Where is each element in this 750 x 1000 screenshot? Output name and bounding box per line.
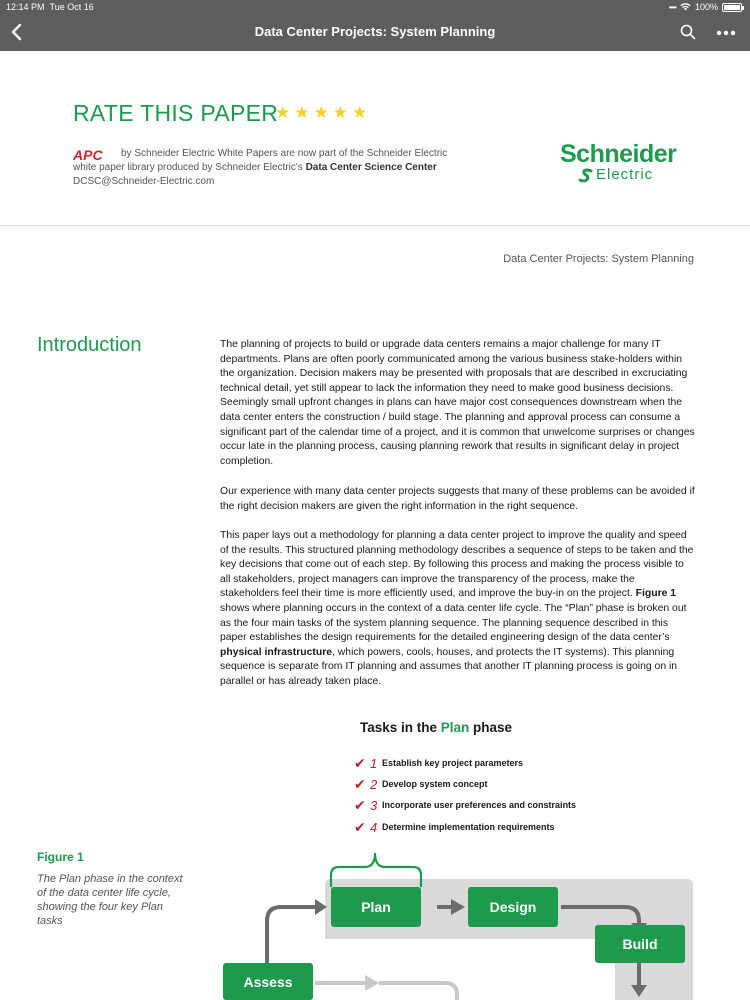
assess-arrow-tail (379, 983, 457, 1000)
task-text: Develop system concept (382, 779, 488, 789)
star-rating[interactable] (275, 104, 367, 121)
star-icon[interactable]: ★ (313, 103, 329, 122)
section-heading: Introduction (37, 334, 142, 356)
figure-title-suffix: phase (469, 720, 513, 735)
task-text: Determine implementation requirements (382, 822, 555, 832)
status-bar (0, 0, 750, 14)
header-line-2 (73, 162, 437, 173)
running-head: Data Center Projects: System Planning (503, 253, 694, 265)
task-text: Incorporate user preferences and constraints (382, 800, 577, 810)
status-time-text: 12:14 PM (6, 2, 45, 12)
figure-reference: Figure 1 (635, 588, 677, 600)
status-time (6, 2, 94, 12)
signal-icon: •••• (668, 2, 676, 12)
more-options-icon[interactable] (716, 30, 736, 36)
header-line-1: by Schneider Electric White Papers are now part of the Schneider Electric (121, 148, 448, 159)
paragraph-text: shows where planning occurs in the context of a data center life cycle. The “Plan” phase is broken out as the four main tasks of the system planning sequence. The planning sequence described in this paper establishes the design requirements for the detailed engineering design of the data center’s (220, 602, 687, 644)
schneider-electric-logo (560, 140, 677, 183)
header-line-2-text: white paper library produced by Schneider Electric's (73, 162, 306, 173)
check-icon: ✔ (354, 796, 366, 813)
task-item (354, 775, 488, 793)
dcsc-email[interactable]: DCSC@Schneider-Electric.com (73, 176, 215, 187)
figure-title-prefix: Tasks in the (360, 720, 441, 735)
task-item (354, 818, 555, 836)
intro-paragraph-1: The planning of projects to build or upgrade data centers remains a major challenge for many IT departments. Plans are often poorly communicated among the various business stake-holders within the organization. Decision makers may be presented with proposals that are described in excruciating technical detail, yet still appear to lack the information they need to make good business decisions. Seemingly small upfront changes in plans can have major cost consequences downstream when the data center enters the construction / build stage. The planning and approval process can consume a significant part of the calendar time of a project, and it is common that unwelcome surprises or changes occur late in the planning process, causing planning rework that results in significant delay in project completion. (220, 339, 695, 467)
search-icon[interactable] (680, 24, 696, 40)
phase-build: Build (595, 925, 685, 963)
paragraph-text: , which powers, cools, houses, and protects the IT systems). This planning sequence is separate from IT planning and assumes that another IT planning process is going on in parallel or has already taken place. (220, 646, 678, 687)
task-number: 3 (370, 797, 378, 813)
star-icon[interactable]: ★ (275, 103, 291, 122)
logo-name: Schneider (560, 140, 677, 168)
apc-logo-text: APC (73, 148, 103, 162)
dcsc-name: Data Center Science Center (305, 162, 437, 173)
battery-icon (722, 3, 742, 12)
figure-label: Figure 1 (37, 850, 84, 864)
task-item (354, 796, 576, 814)
task-number: 2 (370, 776, 378, 792)
apc-logo (73, 148, 121, 162)
status-date: Tue Oct 16 (49, 2, 94, 12)
star-icon[interactable]: ★ (352, 103, 368, 122)
phase-assess: Assess (223, 963, 313, 1000)
logo-sub: Electric (596, 166, 654, 183)
wifi-icon (680, 3, 691, 11)
phase-plan: Plan (331, 887, 421, 927)
star-icon[interactable]: ★ (294, 103, 310, 122)
navigation-bar (0, 0, 750, 51)
intro-paragraph-3 (220, 529, 696, 690)
paragraph-text: This paper lays out a methodology for planning a data center project to improve the quality and speed of the results. This structured planning methodology describes a sequence of steps to be taken and the key decisions that come out of each step. By following this process and making the process visible to all stakeholders, project managers can improve the transparency of the process, make the stakeholders feel their time is more efficiently used, and improve the buy-in on the project. (220, 530, 694, 600)
battery-percent: 100% (694, 2, 718, 12)
phase-design: Design (468, 887, 558, 927)
task-number: 4 (370, 819, 378, 835)
nav-title: Data Center Projects: System Planning (254, 24, 496, 39)
loop-arrow (267, 907, 315, 963)
bold-term: physical infrastructure (220, 646, 333, 658)
check-icon: ✔ (354, 818, 366, 835)
task-number: 1 (370, 755, 378, 771)
task-text: Establish key project parameters (382, 758, 524, 768)
check-icon: ✔ (354, 775, 366, 792)
figure-title (360, 720, 512, 735)
star-icon[interactable]: ★ (332, 103, 348, 122)
header-divider (0, 225, 750, 226)
schneider-mark-icon (576, 167, 594, 185)
status-right (669, 2, 742, 12)
intro-paragraph-2: Our experience with many data center projects suggests that many of these problems can be avoided if the right decision makers are given the right information in the right sequence. (220, 486, 695, 512)
rate-paper-title[interactable]: RATE THIS PAPER (73, 100, 279, 126)
arrow-head (365, 975, 379, 991)
check-icon: ✔ (354, 754, 366, 771)
figure-caption: The Plan phase in the context of the data center life cycle, showing the four key Plan tasks (37, 873, 183, 927)
figure-title-highlight: Plan (440, 720, 470, 735)
task-item (354, 754, 523, 772)
lifecycle-diagram (215, 835, 715, 1000)
